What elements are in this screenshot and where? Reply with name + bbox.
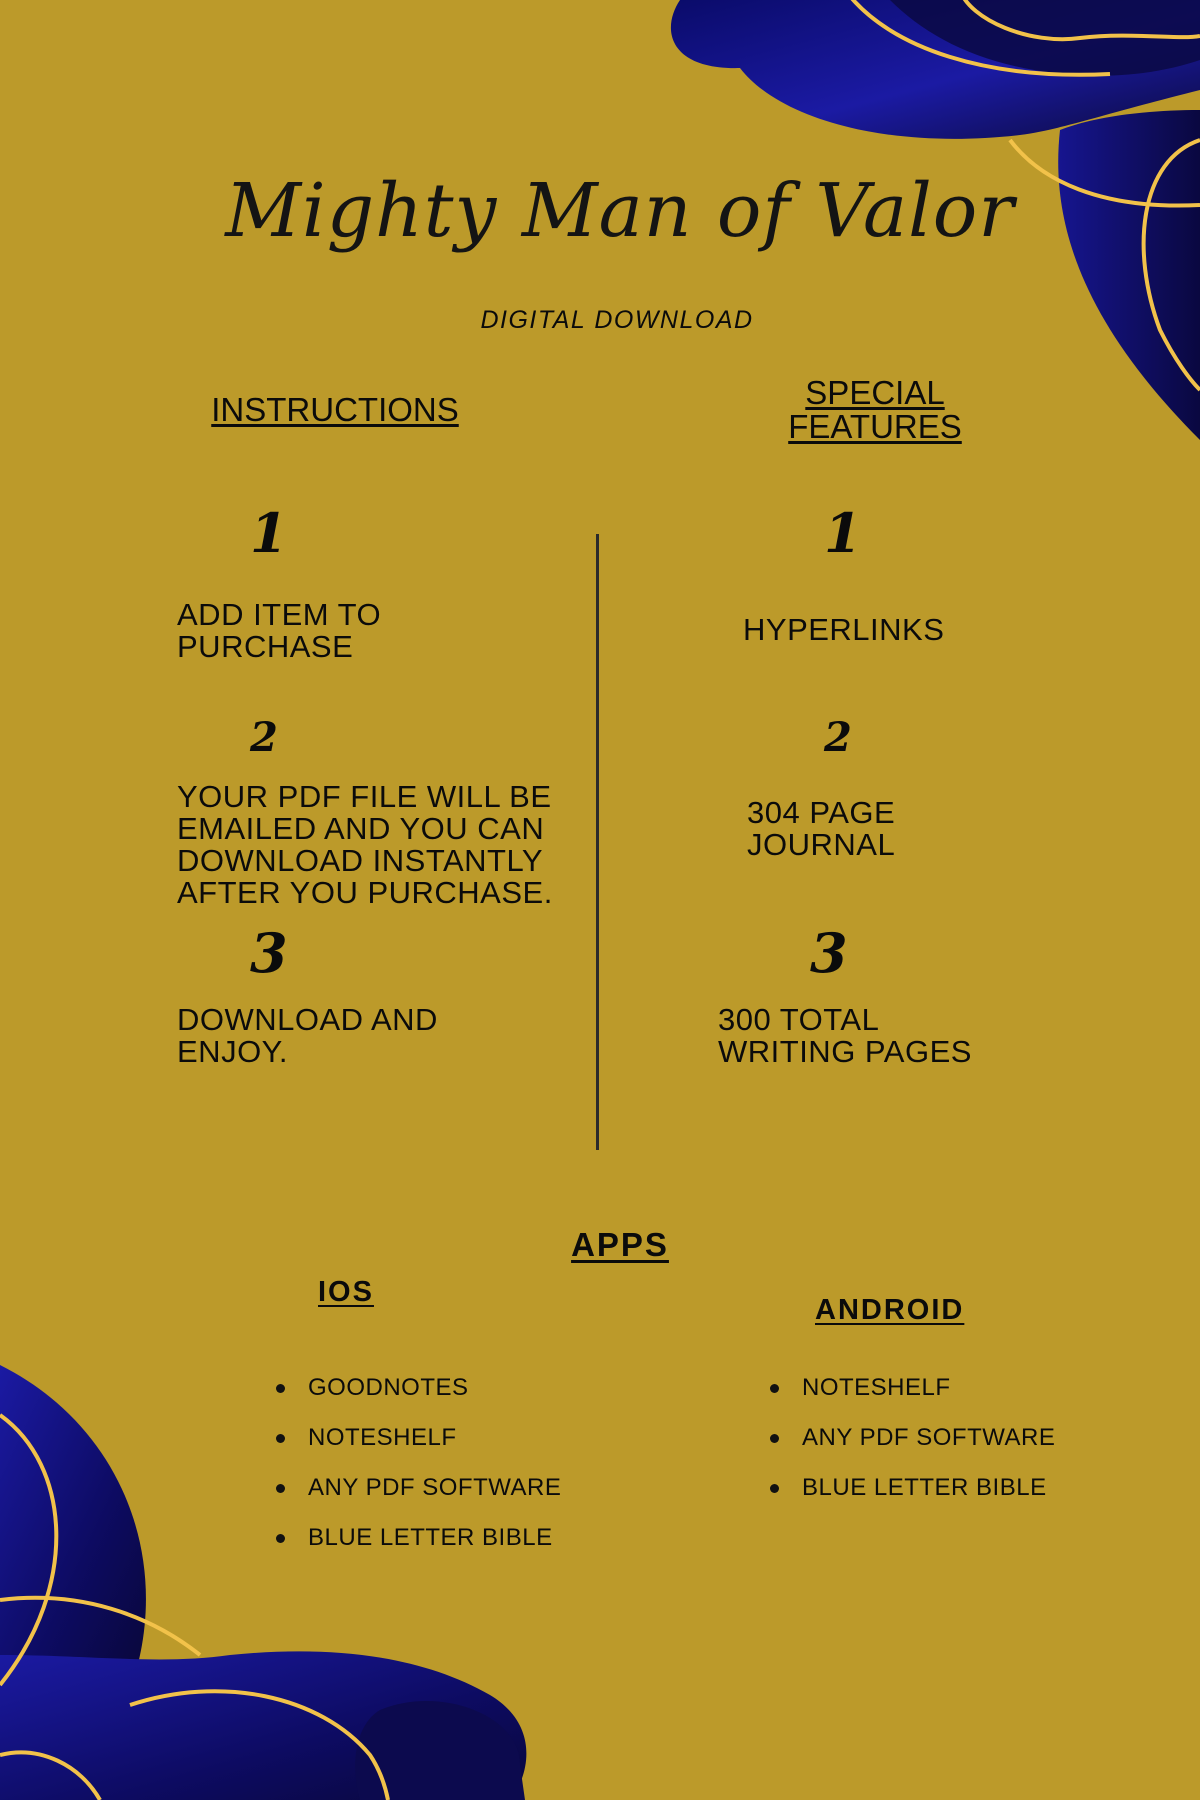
bullet-icon xyxy=(276,1484,285,1493)
android-app-list xyxy=(770,1373,1055,1523)
bullet-icon xyxy=(276,1384,285,1393)
instructions-heading: INSTRUCTIONS xyxy=(211,391,459,428)
list-item: ANY PDF SOFTWARE xyxy=(770,1423,1055,1473)
apps-heading: APPS xyxy=(571,1226,669,1263)
bullet-icon xyxy=(276,1434,285,1443)
bullet-icon xyxy=(770,1384,779,1393)
instruction-step-3-number: 3 xyxy=(250,921,288,985)
android-heading: ANDROID xyxy=(815,1294,965,1326)
instruction-step-3-text: DOWNLOAD AND ENJOY. xyxy=(177,1002,438,1069)
feature-1-number: 1 xyxy=(824,501,862,565)
special-features-heading: SPECIAL FEATURES xyxy=(788,374,962,445)
list-item: NOTESHELF xyxy=(276,1423,561,1473)
list-item: NOTESHELF xyxy=(770,1373,1055,1423)
list-item: ANY PDF SOFTWARE xyxy=(276,1473,561,1523)
instruction-step-1-text: ADD ITEM TO PURCHASE xyxy=(177,597,382,664)
page-title: Mighty Man of Valor xyxy=(225,168,1015,254)
list-item: BLUE LETTER BIBLE xyxy=(770,1473,1055,1523)
feature-2-number: 2 xyxy=(824,714,852,761)
bullet-icon xyxy=(770,1434,779,1443)
feature-3-number: 3 xyxy=(810,921,848,985)
list-item: GOODNOTES xyxy=(276,1373,561,1423)
bullet-icon xyxy=(770,1484,779,1493)
list-item: BLUE LETTER BIBLE xyxy=(276,1523,561,1573)
instruction-step-2-number: 2 xyxy=(250,714,278,761)
feature-1-text: HYPERLINKS xyxy=(743,612,945,647)
instruction-step-2-text: YOUR PDF FILE WILL BE EMAILED AND YOU CAN DOWNLOAD INSTANTLY AFTER YOU PURCHASE. xyxy=(177,779,553,910)
column-divider xyxy=(596,534,599,1150)
feature-3-text: 300 TOTAL WRITING PAGES xyxy=(718,1002,972,1069)
page-subtitle: DIGITAL DOWNLOAD xyxy=(480,306,754,334)
ios-app-list xyxy=(276,1373,561,1573)
bullet-icon xyxy=(276,1534,285,1543)
ios-heading: IOS xyxy=(318,1276,374,1308)
feature-2-text: 304 PAGE JOURNAL xyxy=(747,795,896,862)
instruction-step-1-number: 1 xyxy=(250,501,288,565)
